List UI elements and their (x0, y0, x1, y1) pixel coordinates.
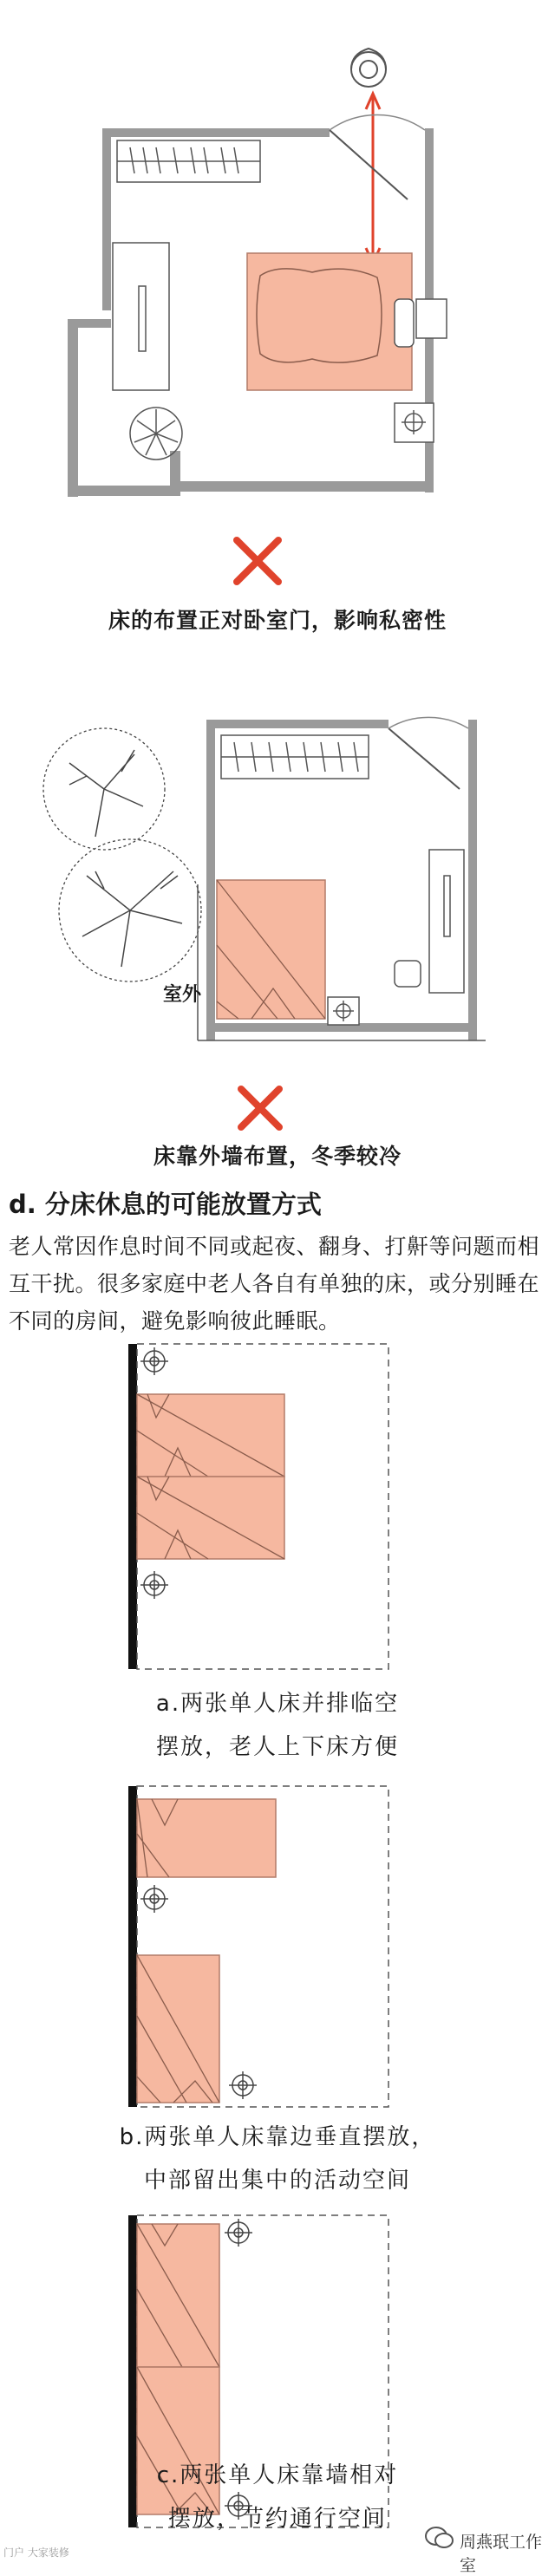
outdoor-label: 室外 (163, 984, 202, 1006)
diagram2-caption: 床靠外墙布置，冬季较冷 (153, 1144, 402, 1169)
desk (113, 243, 169, 390)
layout-a-line1: a.两张单人床并排临空 (155, 1691, 400, 1717)
tree-branches (69, 750, 182, 967)
plant-icon (130, 408, 182, 460)
bed-1 (137, 1799, 276, 1877)
section-paragraph: 老人常因作息时间不同或起夜、翻身、打鼾等问题而相互干扰。很多家庭中老人各自有单独的床，或分别睡在不同的房间，避免影响彼此睡眠。 (9, 1234, 540, 1334)
cross-icon (234, 1082, 286, 1134)
account-name: 周燕珉工作室 (460, 2533, 543, 2575)
layout-a-diagram (0, 1335, 555, 1673)
bed-1 (137, 2224, 219, 2367)
wrong-mark-2 (234, 1082, 286, 1134)
bed-2 (137, 1955, 219, 2103)
wardrobe (221, 735, 369, 779)
wall (128, 1786, 137, 2107)
door-swing (330, 114, 425, 199)
floorplan-bed-exterior-wall (0, 659, 555, 1075)
wrong-mark-1 (230, 533, 285, 589)
wardrobe (117, 140, 260, 182)
floorplan-bed-facing-door (0, 0, 555, 538)
desk (395, 850, 464, 993)
layout-b-diagram (0, 1782, 555, 2111)
wechat-icon (425, 2526, 454, 2550)
diagram1-caption: 床的布置正对卧室门，影响私密性 (108, 608, 447, 633)
sightline-arrow (366, 94, 380, 264)
layout-b-caption (87, 2116, 468, 2202)
wall (128, 1344, 137, 1669)
cross-icon (230, 533, 285, 589)
door-swing (388, 717, 468, 789)
layout-b-line1: b.两张单人床靠边垂直摆放， (119, 2124, 436, 2150)
section-heading: d. 分床休息的可能放置方式 (9, 1190, 322, 1219)
layout-c-line2: 摆放，节约通行空间 (167, 2506, 387, 2532)
bed-2 (137, 1477, 284, 1559)
layout-a-line2: 摆放，老人上下床方便 (155, 1734, 399, 1760)
single-bed (217, 880, 325, 1019)
double-bed (247, 253, 414, 390)
bed-1 (137, 1394, 284, 1477)
nightstand-lamp (328, 997, 359, 1025)
layout-a-caption (113, 1682, 442, 1769)
tree-icon (43, 728, 201, 981)
person-icon (351, 49, 386, 87)
source-watermark: 门户 大家装修 (3, 2547, 69, 2559)
layout-c-line1: c.两张单人床靠墙相对 (156, 2462, 399, 2488)
layout-b-line2: 中部留出集中的活动空间 (143, 2168, 411, 2194)
layout-c-caption (113, 2454, 442, 2540)
